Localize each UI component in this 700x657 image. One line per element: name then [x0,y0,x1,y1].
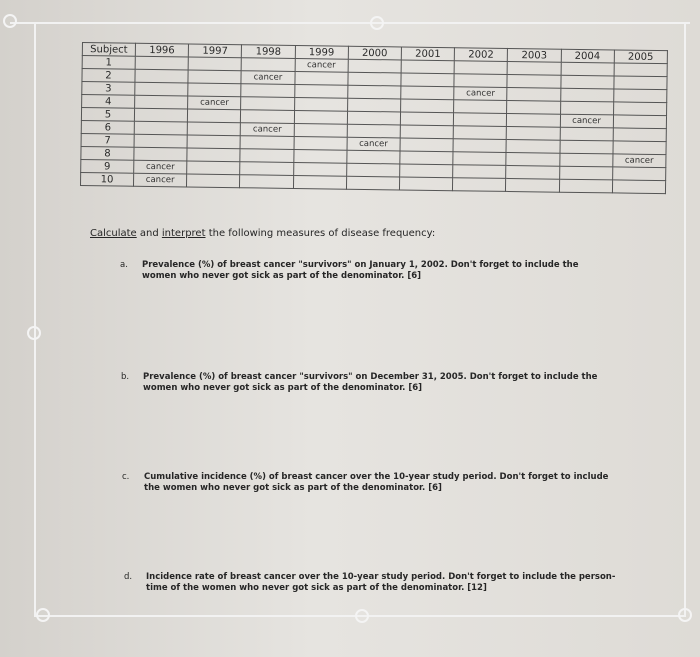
crop-handle-bottom-left[interactable] [36,608,50,622]
subject-id-cell: 8 [81,146,134,160]
empty-cell [347,85,400,99]
empty-cell [294,97,347,111]
table-body [80,56,667,194]
calculate-word: Calculate [90,228,137,239]
question-text: Cumulative incidence (%) of breast cancer over the 10-year study period. Don't forget to include the women who never got sick as part of the denominator. [6] [144,472,609,493]
empty-cell [347,124,400,138]
cancer-event-cell: cancer [454,87,507,101]
empty-cell [506,178,559,192]
subject-id-cell: 3 [82,82,135,96]
empty-cell [346,163,399,177]
column-header-year: 1996 [135,43,188,57]
subject-id-cell: 4 [82,95,135,109]
empty-cell [188,70,241,84]
question-text: Incidence rate of breast cancer over the 10-year study period. Don't forget to include the person-time of the women who never got sick as part of the denominator. [12] [146,572,616,593]
empty-cell [614,63,667,77]
question-c [122,472,614,494]
empty-cell [507,61,560,75]
question-text: Prevalence (%) of breast cancer "survivors" on December 31, 2005. Don't forget to include the women who never got sick as part of the denominator. [6] [143,372,598,393]
crop-handle-bottom-right[interactable] [678,608,692,622]
empty-cell [400,99,453,113]
empty-cell [400,125,453,139]
empty-cell [294,136,347,150]
empty-cell [240,162,293,176]
empty-cell [453,139,506,153]
question-d [124,572,626,594]
empty-cell [559,166,612,180]
cancer-event-cell: cancer [241,123,294,137]
empty-cell [401,86,454,100]
empty-cell [134,134,187,148]
empty-cell [135,56,188,70]
empty-cell [134,121,187,135]
subject-id-cell: 5 [81,108,134,122]
empty-cell [507,100,560,114]
empty-cell [453,126,506,140]
empty-cell [560,88,613,102]
empty-cell [400,138,453,152]
subject-year-table [80,42,668,194]
empty-cell [507,74,560,88]
empty-cell [294,84,347,98]
cancer-event-cell: cancer [347,137,400,151]
instructions-rest: the following measures of disease frequency: [205,228,436,239]
empty-cell [347,150,400,164]
empty-cell [294,123,347,137]
column-header-year: 1999 [295,45,348,59]
subject-id-cell: 2 [82,69,135,83]
column-header-year: 1998 [242,45,295,59]
empty-cell [348,72,401,86]
column-header-year: 2003 [508,48,561,62]
crop-handle-top-middle[interactable] [370,16,384,30]
empty-cell [241,110,294,124]
subject-id-cell: 9 [81,159,134,173]
empty-cell [612,167,665,181]
column-header-year: 2000 [348,46,401,60]
empty-cell [187,161,240,175]
empty-cell [454,61,507,75]
subject-id-cell: 1 [82,56,135,70]
question-letter: b. [121,372,130,382]
empty-cell [134,108,187,122]
empty-cell [401,73,454,87]
cancer-event-cell: cancer [188,96,241,110]
empty-cell [400,112,453,126]
empty-cell [507,87,560,101]
subject-id-cell: 10 [80,172,133,186]
empty-cell [348,59,401,73]
cancer-event-cell: cancer [612,154,665,168]
empty-cell [560,101,613,115]
empty-cell [612,180,665,194]
crop-left-line [34,22,36,617]
column-header-subject: Subject [82,43,135,57]
empty-cell [240,136,293,150]
question-letter: c. [122,472,130,482]
question-b [121,372,613,394]
empty-cell [559,140,612,154]
empty-cell [613,102,666,116]
question-letter: d. [124,572,133,582]
empty-cell [613,128,666,142]
and-word: and [136,228,162,239]
cancer-event-cell: cancer [295,58,348,72]
cancer-event-cell: cancer [560,114,613,128]
empty-cell [559,153,612,167]
empty-cell [135,95,188,109]
empty-cell [135,69,188,83]
question-letter: a. [120,260,128,270]
empty-cell [454,74,507,88]
empty-cell [453,113,506,127]
empty-cell [506,165,559,179]
empty-cell [613,141,666,155]
empty-cell [241,58,294,72]
empty-cell [560,75,613,89]
instructions-heading [90,228,435,239]
empty-cell [134,147,187,161]
crop-top-line [10,22,690,24]
empty-cell [347,98,400,112]
empty-cell [347,111,400,125]
empty-cell [614,76,667,90]
empty-cell [454,100,507,114]
empty-cell [453,152,506,166]
crop-handle-top-left[interactable] [3,14,17,28]
empty-cell [294,110,347,124]
subject-id-cell: 6 [81,120,134,134]
empty-cell [187,122,240,136]
empty-cell [187,135,240,149]
cancer-event-cell: cancer [133,173,186,187]
empty-cell [506,152,559,166]
empty-cell [346,176,399,190]
empty-cell [453,165,506,179]
empty-cell [241,84,294,98]
empty-cell [294,71,347,85]
subject-id-cell: 7 [81,133,134,147]
empty-cell [506,139,559,153]
empty-cell [240,175,293,189]
empty-cell [293,162,346,176]
interpret-word: interpret [161,228,206,239]
column-header-year: 1997 [188,44,241,58]
empty-cell [293,149,346,163]
column-header-year: 2004 [561,49,614,63]
crop-right-line [684,22,686,617]
empty-cell [399,177,452,191]
empty-cell [400,151,453,165]
empty-cell [188,57,241,71]
crop-handle-mid-left[interactable] [27,326,41,340]
cancer-event-cell: cancer [134,160,187,174]
empty-cell [613,89,666,103]
question-text: Prevalence (%) of breast cancer "survivors" on January 1, 2002. Don't forget to include the women who never got sick as part of the denominator. [6] [142,260,579,281]
empty-cell [506,126,559,140]
empty-cell [559,179,612,193]
empty-cell [400,164,453,178]
worksheet [70,32,680,632]
empty-cell [240,149,293,163]
question-a [120,260,612,282]
empty-cell [453,178,506,192]
empty-cell [560,127,613,141]
empty-cell [188,109,241,123]
empty-cell [188,83,241,97]
empty-cell [613,115,666,129]
column-header-year: 2002 [454,48,507,62]
cancer-event-cell: cancer [241,71,294,85]
empty-cell [507,113,560,127]
column-header-year: 2005 [614,50,667,64]
empty-cell [241,97,294,111]
empty-cell [187,148,240,162]
empty-cell [293,175,346,189]
empty-cell [187,174,240,188]
empty-cell [401,60,454,74]
column-header-year: 2001 [401,47,454,61]
empty-cell [135,82,188,96]
empty-cell [561,62,614,76]
